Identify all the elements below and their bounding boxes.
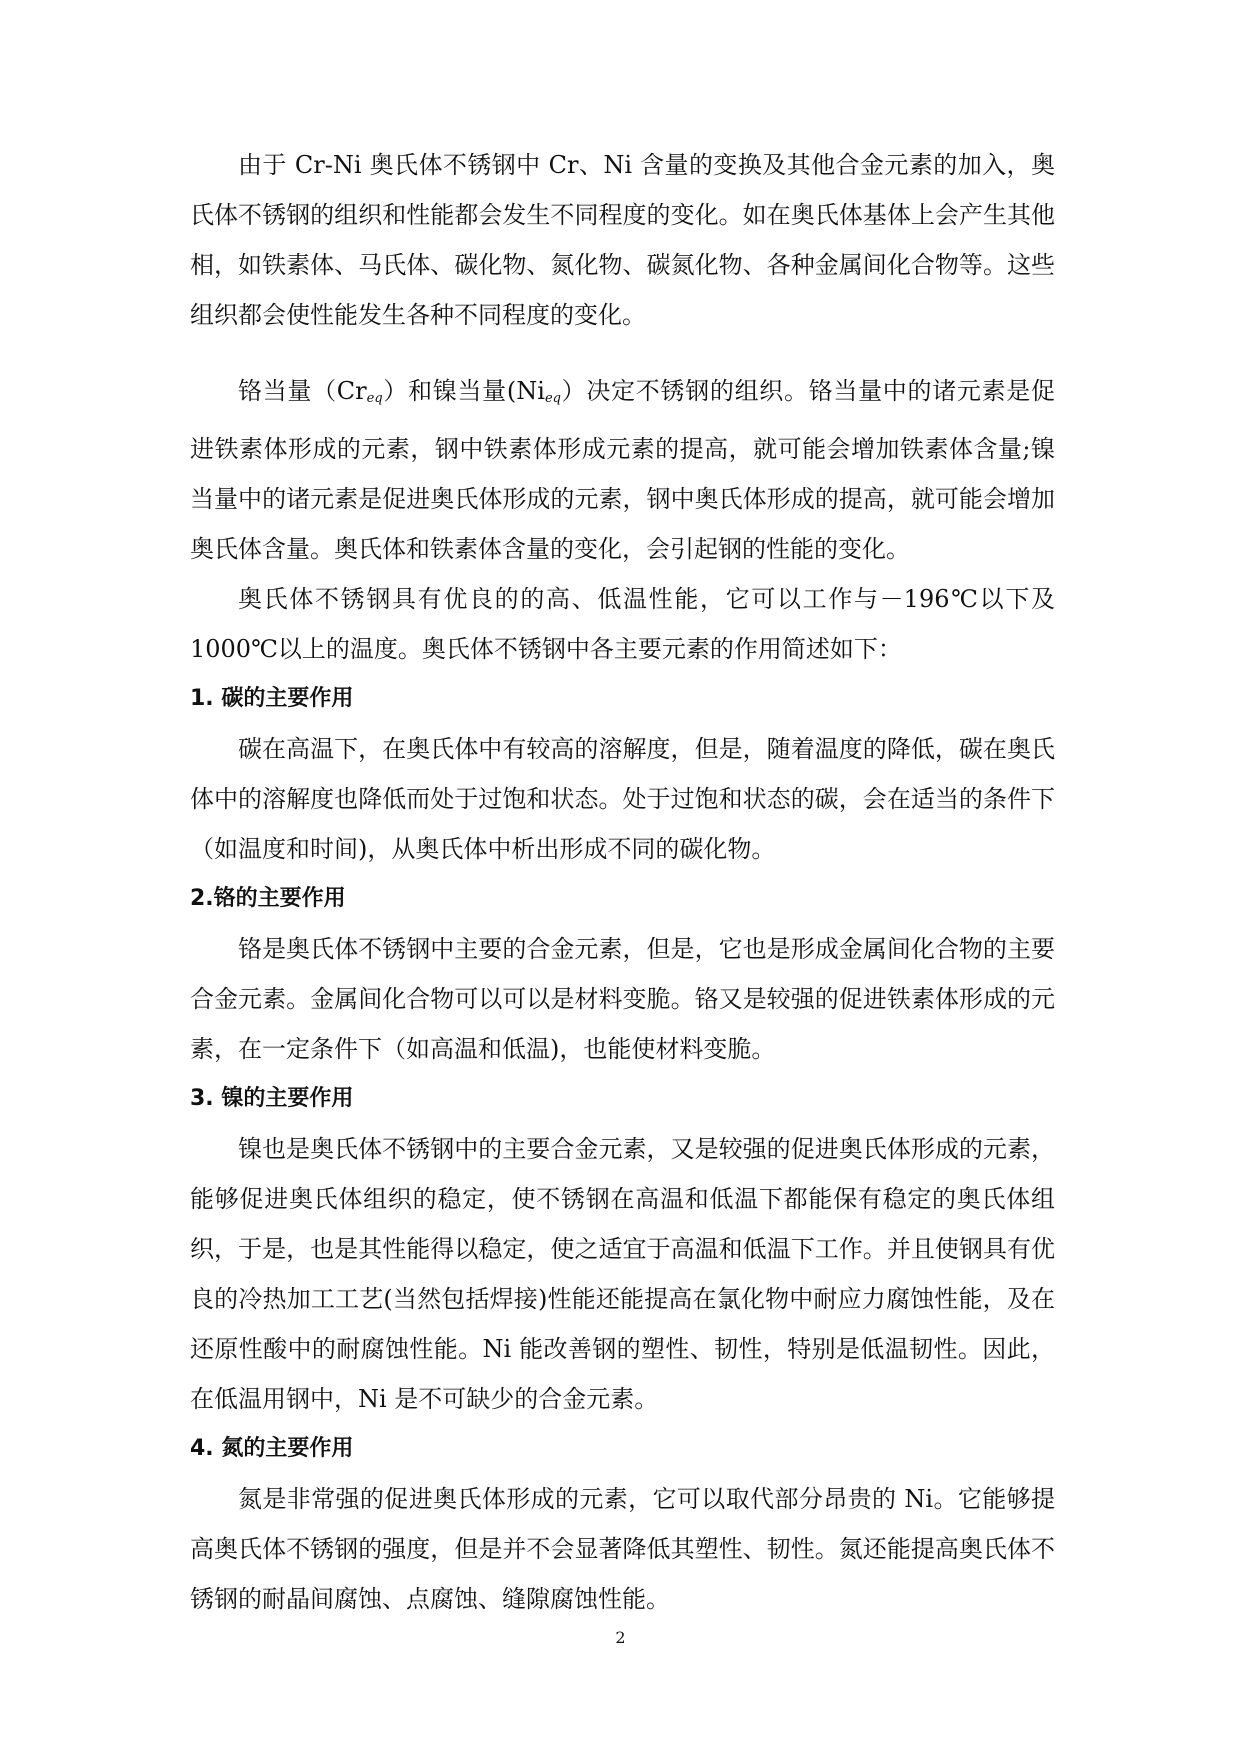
cr-eq-subscript: eq: [366, 391, 383, 406]
section-heading-nitrogen: 4. 氮的主要作用: [190, 1436, 354, 1461]
intro-paragraph: 由于 Cr-Ni 奥氏体不锈钢中 Cr、Ni 含量的变换及其他合金元素的加入，奥氏体不锈钢的组织和性能都会发生不同程度的变化。如在奥氏体基体上会产生其他相，如铁素体、马氏体、碳化物、氮化物、碳氮化物、各种金属间化合物等。这些组织都会使性能发生各种不同程度的变化。: [190, 151, 1055, 329]
section-body-nickel: 镍也是奥氏体不锈钢中的主要合金元素，又是较强的促进奥氏体形成的元素，能够促进奥氏体组织的稳定，使不锈钢在高温和低温下都能保有稳定的奥氏体组织，于是，也是其性能得以稳定，使之适宜于高温和低温下工作。并且使钢具有优良的冷热加工工艺(当然包括焊接)性能还能提高在氯化物中耐应力腐蚀性能，及在还原性酸中的耐腐蚀性能。Ni 能改善钢的塑性、韧性，特别是低温韧性。因此，在低温用钢中，Ni 是不可缺少的合金元素。: [190, 1135, 1055, 1413]
equivalent-paragraph: [190, 366, 1055, 574]
section-body-chromium: 铬是奥氏体不锈钢中主要的合金元素，但是，它也是形成金属间化合物的主要合金元素。金属间化合物可以可以是材料变脆。铬又是较强的促进铁素体形成的元素，在一定条件下（如高温和低温)，也能使材料变脆。: [190, 935, 1055, 1063]
ni-eq-subscript: eq: [544, 391, 561, 406]
section-heading-carbon: 1. 碳的主要作用: [190, 686, 354, 711]
equivalent-text-c: ）决定不锈钢的组织。铬当量中的诸元素是促进铁素体形成的元素，钢中铁素体形成元素的提高，就可能会增加铁素体含量;镍当量中的诸元素是促进奥氏体形成的元素，钢中奥氏体形成的提高，就可能会增加奥氏体含量。奥氏体和铁素体含量的变化，会引起钢的性能的变化。: [190, 377, 1056, 563]
section-body-carbon: 碳在高温下，在奥氏体中有较高的溶解度，但是，随着温度的降低，碳在奥氏体中的溶解度也降低而处于过饱和状态。处于过饱和状态的碳，会在适当的条件下（如温度和时间)，从奥氏体中析出形成不同的碳化物。: [190, 735, 1055, 863]
document-page: [190, 140, 1055, 1624]
section-heading-chromium: 2.铬的主要作用: [190, 886, 346, 911]
equivalent-text-b: ）和镍当量(Ni: [382, 377, 545, 405]
page-number: 2: [615, 1628, 626, 1647]
section-body-nitrogen: 氮是非常强的促进奥氏体形成的元素，它可以取代部分昂贵的 Ni。它能够提高奥氏体不锈钢的强度，但是并不会显著降低其塑性、韧性。氮还能提高奥氏体不锈钢的耐晶间腐蚀、点腐蚀、缝隙腐蚀性能。: [190, 1485, 1055, 1613]
equivalent-text-a: 铬当量（Cr: [238, 377, 367, 405]
temperature-paragraph: 奥氏体不锈钢具有优良的的高、低温性能，它可以工作与－196℃以下及 1000℃以上的温度。奥氏体不锈钢中各主要元素的作用简述如下：: [190, 585, 1055, 663]
section-heading-nickel: 3. 镍的主要作用: [190, 1086, 354, 1111]
